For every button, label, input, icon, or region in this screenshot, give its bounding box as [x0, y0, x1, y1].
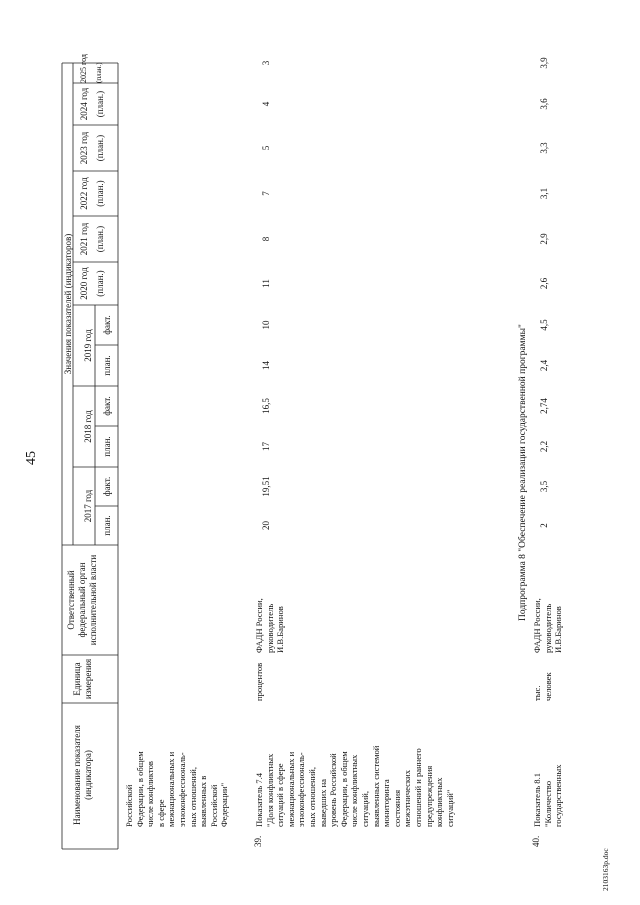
- row-39-2019-fact: 10: [261, 320, 271, 330]
- header-2019-fact: факт.: [102, 315, 112, 335]
- row-39-2018-plan: 17: [261, 442, 271, 451]
- subprogram-title: Подпрограмма 8 "Обеспечение реализации государственной программы": [518, 324, 528, 621]
- header-2022-plan: (план.): [95, 180, 105, 207]
- row-40-2024: 3,6: [539, 98, 549, 110]
- header-2017-fact: факт.: [102, 476, 112, 497]
- row-39-2018-fact: 16,5: [261, 398, 271, 414]
- header-2023: 2023 год: [79, 131, 89, 165]
- row-39-2020: 11: [261, 279, 271, 288]
- continued-indicator-name: Российской Федерации, в общем числе конфликтов в сфере межнациональных и этноконфессиональ- ных отношений, выявленных в Российской Федерации": [124, 751, 230, 827]
- row-39-unit: процентов: [254, 662, 264, 701]
- row-40-2020: 2,6: [539, 277, 549, 290]
- header-2017: 2017 год: [83, 489, 93, 523]
- header-2024: 2024 год: [79, 87, 89, 121]
- row-40-2017-plan: 2: [539, 523, 549, 528]
- row-39-2017-plan: 20: [261, 521, 271, 530]
- row-39-2024: 4: [261, 101, 271, 107]
- row-40-2019-plan: 2,4: [539, 359, 549, 372]
- header-2019-plan: план.: [102, 355, 112, 376]
- footer-filename: 2103163р.doc: [601, 848, 610, 891]
- row-40-2025: 3,9: [539, 57, 549, 69]
- header-2022: 2022 год: [79, 177, 89, 210]
- row-40-2018-fact: 2,74: [539, 398, 549, 414]
- row-40-2022: 3,1: [539, 187, 549, 200]
- row-39-2017-fact: 19,51: [261, 476, 271, 497]
- header-2017-plan: план.: [102, 515, 112, 536]
- row-40-2023: 3,3: [539, 142, 549, 154]
- row-39-2022: 7: [261, 191, 271, 196]
- row-39-2021: 8: [261, 236, 271, 242]
- header-values-group: Значения показателей (индикаторов): [63, 233, 73, 375]
- header-2025: 2025 год: [79, 54, 88, 83]
- header-2021: 2021 год: [79, 222, 89, 256]
- header-2019: 2019 год: [83, 329, 93, 362]
- row-39-2023: 5: [261, 145, 271, 151]
- header-2024-plan: (план.): [95, 90, 105, 118]
- header-2020-plan: (план.): [95, 270, 105, 297]
- row-40-2021: 2,9: [539, 233, 549, 245]
- header-2023-plan: (план.): [95, 134, 105, 162]
- row-40-number: 40.: [531, 835, 541, 847]
- header-name: Наименование показателя (индикатора): [72, 725, 93, 825]
- row-40-2017-fact: 3,5: [539, 480, 549, 493]
- row-39-2019-plan: 14: [261, 361, 271, 370]
- row-40-org: ФАДН России, руководитель И.В.Баринов: [532, 598, 564, 653]
- row-40-name: Показатель 8.1 "Количество государственных: [532, 764, 564, 827]
- header-2025-plan: (план.): [95, 62, 103, 83]
- row-39-2025: 3: [261, 60, 271, 66]
- header-2021-plan: (план.): [95, 225, 105, 253]
- row-40-2019-fact: 4,5: [539, 319, 549, 331]
- header-2020: 2020 год: [79, 267, 89, 300]
- header-unit: Единица измерения: [72, 658, 93, 700]
- row-40-2018-plan: 2,2: [539, 440, 549, 453]
- page-number: 45: [24, 451, 39, 465]
- header-2018-plan: план.: [102, 436, 112, 457]
- row-39-org: ФАДН России, руководитель И.В.Баринов: [254, 598, 286, 653]
- header-2018: 2018 год: [83, 410, 93, 443]
- row-39-number: 39.: [253, 835, 263, 847]
- header-2018-fact: факт.: [102, 396, 112, 416]
- header-org: Ответственный федеральный орган исполнительной власти: [66, 554, 98, 646]
- row-39-name: Показатель 7.4 "Доля конфликтных ситуаций в сфере межнациональных и этноконфессиональ- ных отношений, выведших на уровень Российской Федерации, в общем числе конфликтных ситуаций, выявленных системой мониторинга состояния межэтнических отношений и раннего предупреждения конфликтных ситуаций": [254, 745, 455, 827]
- row-40-unit: тыс. человек: [532, 672, 553, 701]
